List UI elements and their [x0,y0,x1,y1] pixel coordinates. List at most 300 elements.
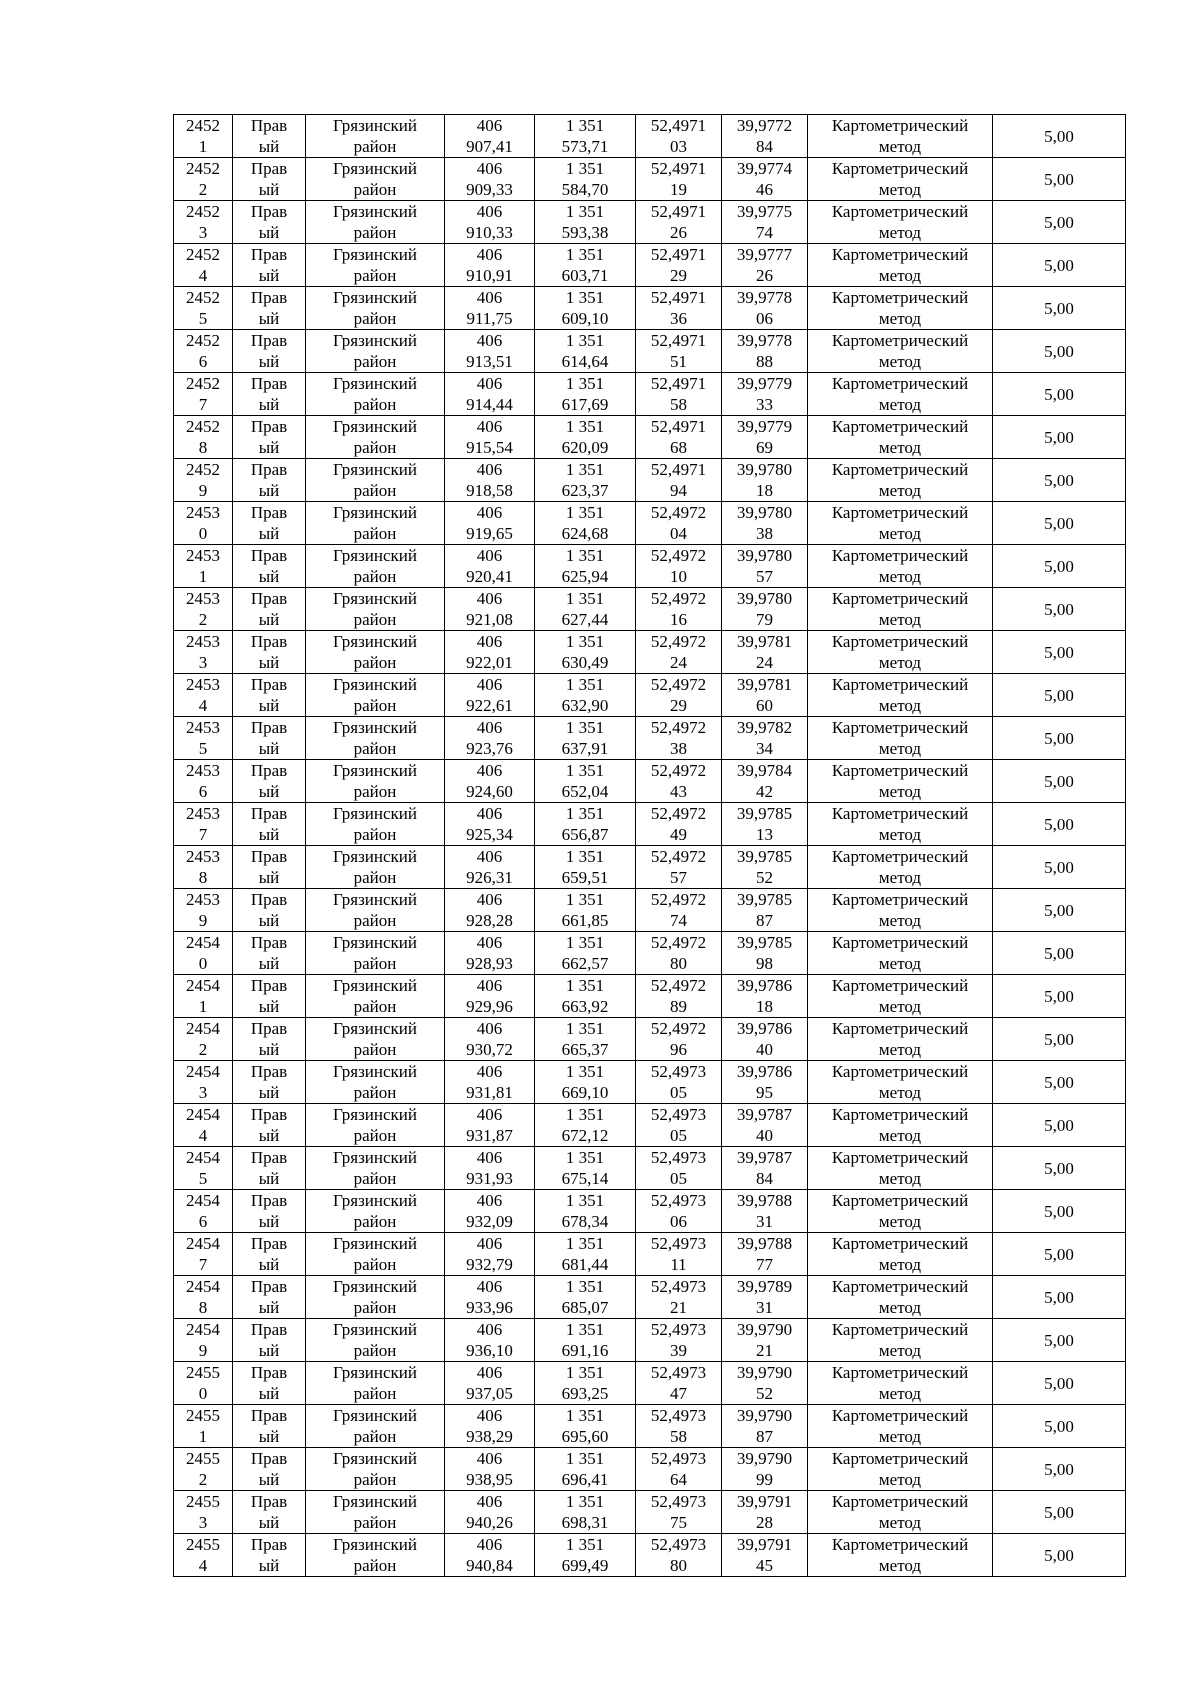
x-coordinate-cell [445,287,535,330]
method-cell [808,459,993,502]
x-coordinate-cell [445,1448,535,1491]
longitude-cell [722,846,808,889]
district-cell [306,416,445,459]
method-line: Картометрический [831,1105,969,1124]
point-number-line: 0 [198,1384,208,1403]
method-cell [808,1491,993,1534]
method-line: метод [878,1298,922,1317]
method-line: метод [878,1341,922,1360]
latitude-line: 52,4973 [650,1148,707,1167]
method-line: метод [878,954,922,973]
table-row [174,631,1126,674]
latitude-line: 52,4972 [650,976,707,995]
method-line: Картометрический [831,933,969,952]
bank-side-line: ый [258,610,280,629]
latitude-line: 21 [670,1298,687,1317]
longitude-line: 33 [756,395,773,414]
coordinates-table [173,114,1126,1577]
district-line: Грязинский [333,1449,417,1468]
point-number-line: 6 [198,782,208,801]
x-coordinate-cell [445,1233,535,1276]
y-coordinate-line: 695,60 [561,1427,609,1446]
coordinates-table-page [173,114,1125,1577]
table-row [174,1534,1126,1577]
y-coordinate-line: 1 351 [565,1234,605,1253]
point-number-line: 2454 [186,1062,220,1081]
bank-side-line: Прав [250,1019,288,1038]
bank-side-line: ый [258,567,280,586]
point-number-cell [174,1405,233,1448]
longitude-line: 46 [756,180,773,199]
y-coordinate-cell [535,158,636,201]
method-cell [808,717,993,760]
point-number-line: 3 [198,1083,208,1102]
latitude-line: 52,4972 [650,761,707,780]
bank-side-line: ый [258,438,280,457]
method-line: Картометрический [831,847,969,866]
longitude-line: 42 [756,782,773,801]
district-line: Грязинский [333,331,417,350]
table-row [174,373,1126,416]
district-cell [306,588,445,631]
longitude-cell [722,760,808,803]
method-line: Картометрический [831,116,969,135]
bank-side-line: ый [258,309,280,328]
point-number-line: 2454 [186,1277,220,1296]
y-coordinate-line: 685,07 [561,1298,609,1317]
district-line: Грязинский [333,503,417,522]
point-number-line: 2454 [186,1191,220,1210]
method-cell [808,1276,993,1319]
y-coordinate-line: 624,68 [561,524,609,543]
longitude-line: 39,9786 [736,976,793,995]
latitude-line: 52,4972 [650,632,707,651]
bank-side-cell [233,459,306,502]
method-line: Картометрический [831,288,969,307]
bank-side-cell [233,1276,306,1319]
latitude-cell [636,975,722,1018]
latitude-line: 52,4971 [650,288,707,307]
method-line: Картометрический [831,159,969,178]
point-number-line: 2453 [186,589,220,608]
point-number-line: 2 [198,180,208,199]
longitude-cell [722,158,808,201]
bank-side-line: Прав [250,847,288,866]
x-coordinate-line: 913,51 [466,352,513,371]
x-coordinate-line: 928,93 [466,954,513,973]
bank-side-cell [233,1061,306,1104]
method-cell [808,631,993,674]
longitude-line: 57 [756,567,773,586]
y-coordinate-line: 1 351 [565,116,605,135]
point-number-cell [174,459,233,502]
latitude-line: 29 [670,696,687,715]
longitude-cell [722,1147,808,1190]
x-coordinate-line: 406 [476,1148,503,1167]
longitude-line: 39,9772 [736,116,793,135]
x-coordinate-line: 915,54 [466,438,513,457]
x-coordinate-line: 406 [476,1449,503,1468]
bank-side-cell [233,975,306,1018]
point-number-line: 2454 [186,1019,220,1038]
latitude-cell [636,502,722,545]
method-line: метод [878,352,922,371]
method-cell [808,287,993,330]
longitude-line: 38 [756,524,773,543]
x-coordinate-line: 924,60 [466,782,513,801]
district-line: Грязинский [333,1019,417,1038]
longitude-line: 40 [756,1126,773,1145]
district-cell [306,373,445,416]
bank-side-line: ый [258,1169,280,1188]
district-line: район [353,1470,397,1489]
method-line: метод [878,481,922,500]
latitude-cell [636,1319,722,1362]
district-cell [306,201,445,244]
method-line: Картометрический [831,1019,969,1038]
latitude-cell [636,846,722,889]
district-line: Грязинский [333,417,417,436]
point-number-line: 3 [198,223,208,242]
x-coordinate-line: 938,29 [466,1427,513,1446]
district-line: Грязинский [333,1535,417,1554]
longitude-cell [722,1018,808,1061]
bank-side-line: Прав [250,976,288,995]
point-number-line: 2453 [186,718,220,737]
point-number-line: 2453 [186,847,220,866]
point-number-cell [174,674,233,717]
x-coordinate-line: 936,10 [466,1341,513,1360]
district-cell [306,1018,445,1061]
x-coordinate-cell [445,889,535,932]
latitude-cell [636,244,722,287]
longitude-cell [722,588,808,631]
district-line: район [353,1126,397,1145]
latitude-line: 80 [670,1556,687,1575]
bank-side-line: ый [258,1513,280,1532]
bank-side-line: Прав [250,1277,288,1296]
point-number-line: 4 [198,1556,208,1575]
bank-side-line: ый [258,1040,280,1059]
longitude-line: 77 [756,1255,773,1274]
y-coordinate-line: 1 351 [565,890,605,909]
x-coordinate-cell [445,932,535,975]
point-number-cell [174,717,233,760]
x-coordinate-cell [445,373,535,416]
district-cell [306,1061,445,1104]
bank-side-line: ый [258,481,280,500]
x-coordinate-line: 932,79 [466,1255,513,1274]
longitude-line: 69 [756,438,773,457]
longitude-line: 45 [756,1556,773,1575]
x-coordinate-line: 406 [476,546,503,565]
method-line: Картометрический [831,1234,969,1253]
bank-side-line: Прав [250,1406,288,1425]
bank-side-cell [233,760,306,803]
point-number-line: 3 [198,653,208,672]
accuracy-cell: 5,00 [993,846,1126,889]
x-coordinate-line: 920,41 [466,567,513,586]
accuracy-cell: 5,00 [993,975,1126,1018]
longitude-line: 24 [756,653,773,672]
latitude-line: 52,4973 [650,1062,707,1081]
bank-side-line: ый [258,1341,280,1360]
y-coordinate-cell [535,373,636,416]
y-coordinate-line: 672,12 [561,1126,609,1145]
bank-side-cell [233,416,306,459]
method-line: Картометрический [831,374,969,393]
point-number-line: 2452 [186,245,220,264]
x-coordinate-line: 406 [476,804,503,823]
point-number-line: 4 [198,1126,208,1145]
x-coordinate-line: 919,65 [466,524,513,543]
y-coordinate-line: 637,91 [561,739,609,758]
table-row [174,115,1126,158]
y-coordinate-line: 1 351 [565,632,605,651]
x-coordinate-line: 930,72 [466,1040,513,1059]
district-line: район [353,1040,397,1059]
longitude-line: 39,9790 [736,1320,793,1339]
latitude-cell [636,287,722,330]
longitude-line: 18 [756,997,773,1016]
accuracy-cell: 5,00 [993,1104,1126,1147]
latitude-line: 52,4973 [650,1105,707,1124]
y-coordinate-line: 1 351 [565,761,605,780]
x-coordinate-line: 406 [476,116,503,135]
x-coordinate-line: 406 [476,933,503,952]
district-cell [306,502,445,545]
y-coordinate-cell [535,502,636,545]
point-number-line: 4 [198,266,208,285]
district-line: Грязинский [333,288,417,307]
bank-side-line: ый [258,868,280,887]
longitude-line: 95 [756,1083,773,1102]
y-coordinate-line: 681,44 [561,1255,609,1274]
method-line: метод [878,1255,922,1274]
bank-side-cell [233,1405,306,1448]
method-line: метод [878,610,922,629]
method-line: Картометрический [831,202,969,221]
latitude-line: 43 [670,782,687,801]
point-number-cell [174,1233,233,1276]
point-number-line: 5 [198,309,208,328]
x-coordinate-cell [445,1104,535,1147]
accuracy-cell: 5,00 [993,416,1126,459]
accuracy-cell: 5,00 [993,1448,1126,1491]
bank-side-line: Прав [250,1234,288,1253]
y-coordinate-line: 1 351 [565,460,605,479]
table-row [174,1061,1126,1104]
district-cell [306,1104,445,1147]
bank-side-line: Прав [250,374,288,393]
district-line: Грязинский [333,847,417,866]
method-cell [808,373,993,416]
longitude-line: 18 [756,481,773,500]
x-coordinate-cell [445,201,535,244]
x-coordinate-line: 406 [476,288,503,307]
bank-side-line: Прав [250,460,288,479]
point-number-line: 2454 [186,1105,220,1124]
bank-side-cell [233,373,306,416]
bank-side-line: Прав [250,1105,288,1124]
longitude-cell [722,545,808,588]
point-number-line: 2 [198,610,208,629]
bank-side-cell [233,889,306,932]
latitude-line: 39 [670,1341,687,1360]
y-coordinate-line: 693,25 [561,1384,609,1403]
x-coordinate-cell [445,1061,535,1104]
bank-side-line: ый [258,782,280,801]
bank-side-line: ый [258,997,280,1016]
latitude-line: 03 [670,137,687,156]
longitude-cell [722,1534,808,1577]
point-number-cell [174,416,233,459]
x-coordinate-line: 406 [476,1234,503,1253]
accuracy-cell: 5,00 [993,373,1126,416]
latitude-cell [636,1147,722,1190]
method-cell [808,244,993,287]
method-cell [808,1104,993,1147]
table-row [174,1190,1126,1233]
bank-side-cell [233,201,306,244]
y-coordinate-line: 659,51 [561,868,609,887]
longitude-line: 39,9786 [736,1062,793,1081]
latitude-line: 52,4973 [650,1363,707,1382]
latitude-line: 11 [670,1255,687,1274]
district-line: район [353,180,397,199]
method-line: Картометрический [831,589,969,608]
method-cell [808,201,993,244]
table-row [174,803,1126,846]
y-coordinate-cell [535,760,636,803]
bank-side-cell [233,803,306,846]
y-coordinate-line: 609,10 [561,309,609,328]
latitude-line: 36 [670,309,687,328]
y-coordinate-cell [535,846,636,889]
method-line: Картометрический [831,1492,969,1511]
x-coordinate-line: 406 [476,245,503,264]
bank-side-cell [233,1491,306,1534]
point-number-line: 6 [198,352,208,371]
longitude-cell [722,1061,808,1104]
x-coordinate-line: 406 [476,503,503,522]
district-line: район [353,868,397,887]
district-line: Грязинский [333,374,417,393]
longitude-line: 31 [756,1298,773,1317]
district-line: район [353,1255,397,1274]
point-number-cell [174,803,233,846]
point-number-cell [174,1319,233,1362]
longitude-line: 21 [756,1341,773,1360]
method-cell [808,975,993,1018]
method-line: метод [878,137,922,156]
y-coordinate-line: 1 351 [565,589,605,608]
y-coordinate-cell [535,1405,636,1448]
point-number-cell [174,158,233,201]
bank-side-line: ый [258,137,280,156]
district-cell [306,287,445,330]
district-cell [306,158,445,201]
y-coordinate-line: 630,49 [561,653,609,672]
bank-side-line: Прав [250,1363,288,1382]
latitude-cell [636,1405,722,1448]
bank-side-cell [233,631,306,674]
district-line: район [353,352,397,371]
district-cell [306,674,445,717]
bank-side-line: Прав [250,1535,288,1554]
y-coordinate-line: 1 351 [565,1105,605,1124]
bank-side-line: Прав [250,546,288,565]
x-coordinate-line: 406 [476,761,503,780]
longitude-line: 39,9788 [736,1191,793,1210]
x-coordinate-line: 925,34 [466,825,513,844]
method-line: Картометрический [831,1148,969,1167]
method-line: метод [878,782,922,801]
point-number-line: 1 [198,997,208,1016]
y-coordinate-line: 627,44 [561,610,609,629]
y-coordinate-cell [535,1018,636,1061]
accuracy-cell: 5,00 [993,631,1126,674]
longitude-line: 39,9787 [736,1105,793,1124]
point-number-line: 2453 [186,890,220,909]
accuracy-cell: 5,00 [993,1276,1126,1319]
bank-side-cell [233,1448,306,1491]
y-coordinate-line: 1 351 [565,1277,605,1296]
longitude-line: 52 [756,868,773,887]
latitude-cell [636,1362,722,1405]
point-number-cell [174,588,233,631]
latitude-cell [636,330,722,373]
table-row [174,588,1126,631]
x-coordinate-cell [445,1276,535,1319]
district-cell [306,1319,445,1362]
latitude-cell [636,803,722,846]
accuracy-cell: 5,00 [993,1190,1126,1233]
latitude-line: 06 [670,1212,687,1231]
accuracy-cell: 5,00 [993,674,1126,717]
district-line: район [353,524,397,543]
bank-side-cell [233,1190,306,1233]
method-cell [808,1190,993,1233]
x-coordinate-cell [445,502,535,545]
table-row [174,1104,1126,1147]
district-line: район [353,1384,397,1403]
method-line: Картометрический [831,460,969,479]
method-line: Картометрический [831,546,969,565]
y-coordinate-cell [535,1362,636,1405]
x-coordinate-line: 406 [476,1019,503,1038]
latitude-line: 52,4973 [650,1277,707,1296]
longitude-cell [722,631,808,674]
x-coordinate-cell [445,244,535,287]
point-number-cell [174,1448,233,1491]
district-cell [306,115,445,158]
y-coordinate-cell [535,1491,636,1534]
bank-side-cell [233,115,306,158]
latitude-line: 52,4971 [650,202,707,221]
point-number-line: 2452 [186,159,220,178]
district-cell [306,846,445,889]
accuracy-cell: 5,00 [993,1319,1126,1362]
district-line: Грязинский [333,632,417,651]
latitude-line: 05 [670,1126,687,1145]
method-cell [808,803,993,846]
y-coordinate-line: 623,37 [561,481,609,500]
y-coordinate-line: 1 351 [565,1148,605,1167]
table-row [174,674,1126,717]
method-line: метод [878,1384,922,1403]
point-number-line: 0 [198,524,208,543]
